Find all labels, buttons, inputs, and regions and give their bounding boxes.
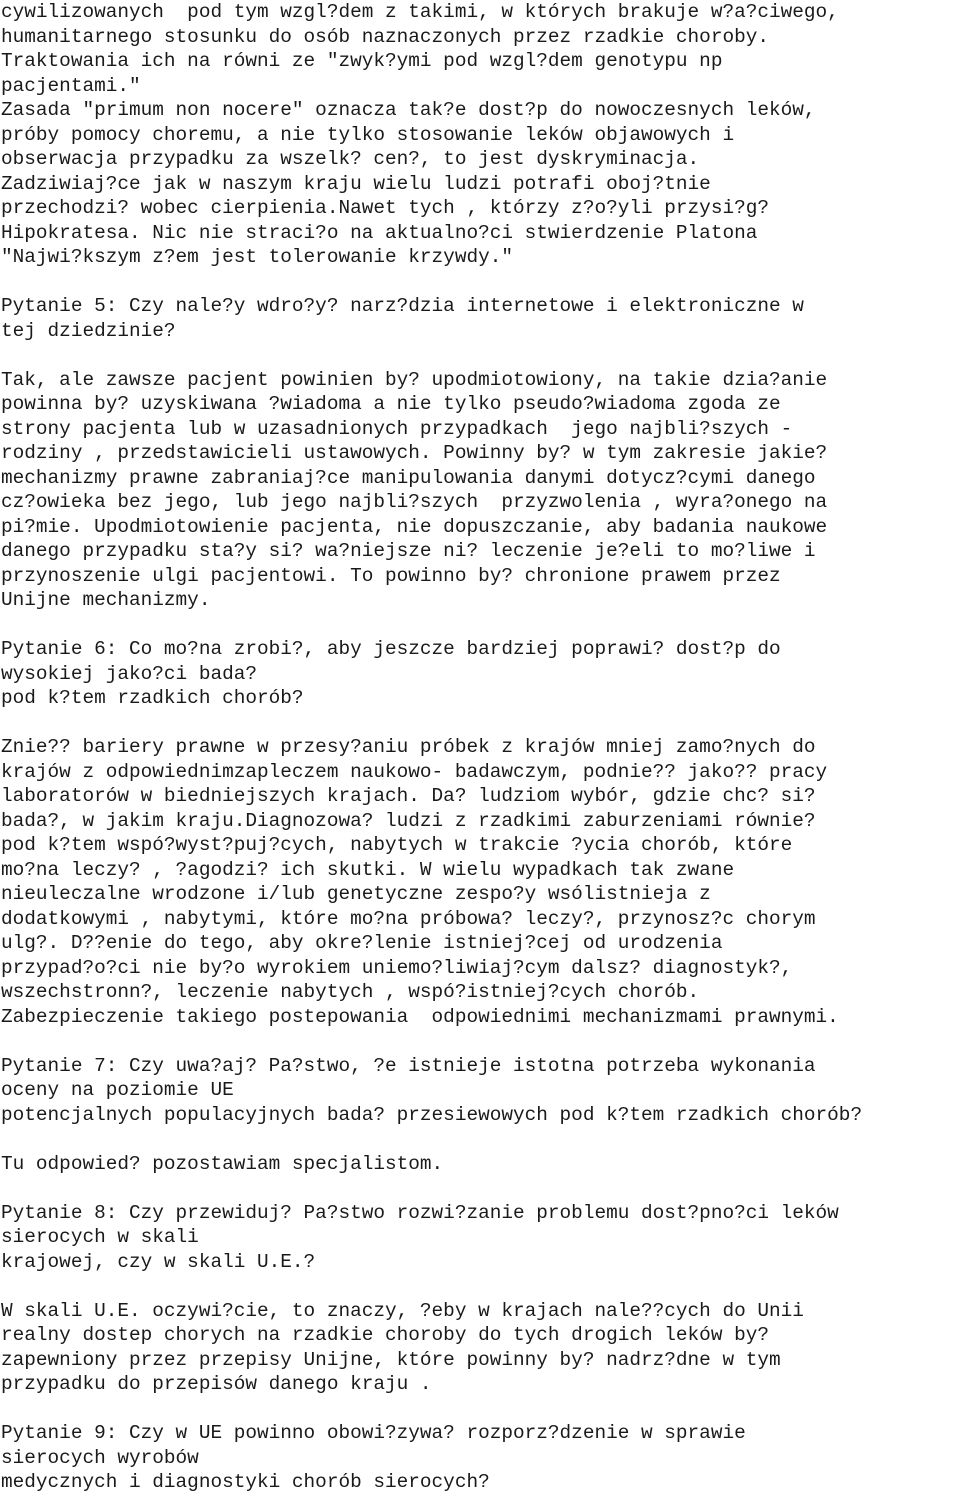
text-line: ulg?. D??enie do tego, aby okre?lenie istniej?cej od urodzenia xyxy=(1,932,723,954)
blank-line xyxy=(1,1127,959,1152)
text-line: Tu odpowied? pozostawiam specjalistom. xyxy=(1,1152,444,1175)
text-line: pod k?tem rzadkich chorób? xyxy=(1,687,304,709)
text-line: przypadku do przepisów danego kraju . xyxy=(1,1373,432,1395)
question-line: Pytanie 9: Czy w UE powinno obowi?zywa? rozporz?dzenie w sprawie xyxy=(1,1422,746,1444)
text-line: mo?na leczy? , ?agodzi? ich skutki. W wielu wypadkach tak zwane xyxy=(1,858,735,881)
question-line: Pytanie 6: Co mo?na zrobi?, aby jeszcze bardziej poprawi? dost?p do xyxy=(1,638,781,660)
text-line: sierocych w skali xyxy=(1,1226,199,1248)
text-line: mechanizmy prawne zabraniaj?ce manipulowania danymi dotycz?cymi danego xyxy=(1,466,816,489)
text-line: cywilizowanych pod tym wzgl?dem z takimi, w których brakuje w?a?ciwego, xyxy=(1,1,839,23)
blank-line xyxy=(1,613,959,638)
question-line: Pytanie 5: Czy nale?y wdro?y? narz?dzia internetowe i elektroniczne w xyxy=(1,295,804,317)
text-line: Hipokratesa. Nic nie straci?o na aktualno?ci stwierdzenie Platona xyxy=(1,221,758,244)
text-line: przynoszenie ulgi pacjentowi. To powinno by? chronione prawem przez xyxy=(1,564,781,587)
text-line: wysokiej jako?ci bada? xyxy=(1,662,257,685)
text-line: pacjentami." xyxy=(1,74,141,97)
text-line: krajów z odpowiednimzapleczem naukowo- badawczym, podnie?? jako?? pracy xyxy=(1,760,828,783)
blank-line xyxy=(1,1029,959,1054)
text-line: medycznych i diagnostyki chorób sierocych? xyxy=(1,1471,490,1493)
text-line: Tak, ale zawsze pacjent powinien by? upodmiotowiony, na takie dzia?anie xyxy=(1,368,828,391)
text-line: obserwacja przypadku za wszelk? cen?, to jest dyskryminacja. xyxy=(1,148,700,170)
text-line: próby pomocy choremu, a nie tylko stosowanie leków objawowych i xyxy=(1,123,735,146)
text-line: Unijne mechanizmy. xyxy=(1,589,211,611)
text-line: humanitarnego stosunku do osób naznaczonych przez rzadkie choroby. xyxy=(1,25,769,48)
text-line: potencjalnych populacyjnych bada? przesiewowych pod k?tem rzadkich chorób? xyxy=(1,1103,863,1126)
text-line: bada?, w jakim kraju.Diagnozowa? ludzi z rzadkimi zaburzeniami równie? xyxy=(1,809,816,832)
question-line: Pytanie 8: Czy przewiduj? Pa?stwo rozwi?zanie problemu dost?pno?ci leków xyxy=(1,1201,839,1224)
text-line: wszechstronn?, leczenie nabytych , wspó?istniej?cych chorób. xyxy=(1,981,700,1003)
text-line: sierocych wyrobów xyxy=(1,1446,199,1469)
text-line: cz?owieka bez jego, lub jego najbli?szych przyzwolenia , wyra?onego na xyxy=(1,491,828,513)
question-line: Pytanie 7: Czy uwa?aj? Pa?stwo, ?e istnieje istotna potrzeba wykonania xyxy=(1,1054,816,1077)
blank-line xyxy=(1,711,959,736)
text-line: Znie?? bariery prawne w przesy?aniu próbek z krajów mniej zamo?nych do xyxy=(1,736,816,758)
text-line: danego przypadku sta?y si? wa?niejsze ni? leczenie je?eli to mo?liwe i xyxy=(1,540,816,562)
text-line: Zasada "primum non nocere" oznacza tak?e dost?p do nowoczesnych leków, xyxy=(1,99,816,121)
text-line: Zadziwiaj?ce jak w naszym kraju wielu ludzi potrafi oboj?tnie xyxy=(1,172,711,195)
text-line: zapewniony przez przepisy Unijne, które powinny by? nadrz?dne w tym xyxy=(1,1348,781,1371)
text-line: pod k?tem wspó?wyst?puj?cych, nabytych w trakcie ?ycia chorób, które xyxy=(1,834,793,856)
text-line: oceny na poziomie UE xyxy=(1,1079,234,1101)
text-line: rodziny , przedstawicieli ustawowych. Powinny by? w tym zakresie jakie? xyxy=(1,442,828,464)
text-line: pi?mie. Upodmiotowienie pacjenta, nie dopuszczanie, aby badania naukowe xyxy=(1,515,828,538)
text-line: dodatkowymi , nabytymi, które mo?na próbowa? leczy?, przynosz?c chorym xyxy=(1,907,816,930)
text-line: strony pacjenta lub w uzasadnionych przypadkach jego najbli?szych - xyxy=(1,417,793,440)
text-line: W skali U.E. oczywi?cie, to znaczy, ?eby w krajach nale??cych do Unii xyxy=(1,1299,804,1322)
text-line: nieuleczalne wrodzone i/lub genetyczne zespo?y wsólistnieja z xyxy=(1,883,711,905)
text-line: przypad?o?ci nie by?o wyrokiem uniemo?liwiaj?cym dalsz? diagnostyk?, xyxy=(1,956,793,979)
blank-line xyxy=(1,343,959,368)
text-line: Traktowania ich na równi ze "zwyk?ymi pod wzgl?dem genotypu np xyxy=(1,50,723,72)
text-line: krajowej, czy w skali U.E.? xyxy=(1,1250,316,1273)
text-line: powinna by? uzyskiwana ?wiadoma a nie tylko pseudo?wiadoma zgoda ze xyxy=(1,393,781,415)
blank-line xyxy=(1,1176,959,1201)
blank-line xyxy=(1,1274,959,1299)
blank-line xyxy=(1,270,959,295)
text-line: laboratorów w biedniejszych krajach. Da? ludziom wybór, gdzie chc? si? xyxy=(1,785,816,807)
text-line: realny dostep chorych na rzadkie choroby do tych drogich leków by? xyxy=(1,1324,769,1346)
text-line: tej dziedzinie? xyxy=(1,319,176,342)
text-line: przechodzi? wobec cierpienia.Nawet tych , którzy z?o?yli przysi?g? xyxy=(1,197,769,219)
text-line: Zabezpieczenie takiego postepowania odpowiednimi mechanizmami prawnymi. xyxy=(1,1005,839,1028)
document-body xyxy=(1,0,959,1495)
text-line: "Najwi?kszym z?em jest tolerowanie krzywdy." xyxy=(1,246,513,268)
blank-line xyxy=(1,1397,959,1422)
